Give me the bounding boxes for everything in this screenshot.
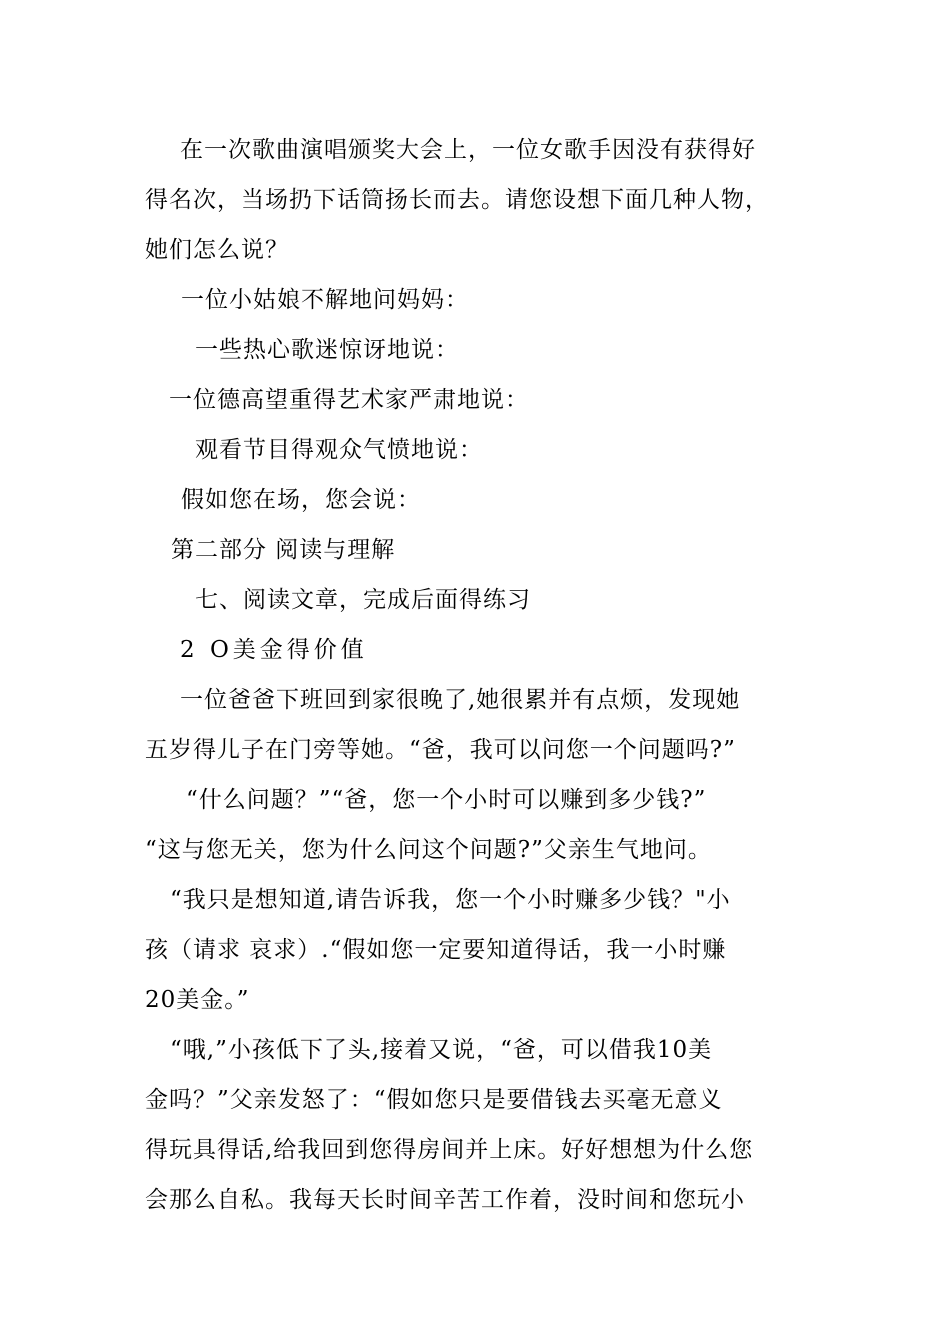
- exercise-heading: 七、阅读文章，完成后面得练习: [195, 587, 531, 613]
- story-line-1: 一位爸爸下班回到家很晚了,她很累并有点烦，发现她: [180, 687, 741, 713]
- story-line-9: 金吗？”父亲发怒了：“假如您只是要借钱去买毫无意义: [145, 1087, 723, 1113]
- story-line-7: 20美金。”: [145, 987, 250, 1013]
- story-line-4: “这与您无关，您为什么问这个问题?”父亲生气地问。: [145, 837, 712, 863]
- intro-line-2: 得名次，当场扔下话筒扬长而去。请您设想下面几种人物，: [145, 187, 769, 213]
- prompt-audience: 观看节目得观众气愤地说：: [195, 437, 483, 463]
- prompt-fans: 一些热心歌迷惊讶地说：: [195, 337, 459, 363]
- story-title: 2 O美金得价值: [180, 637, 368, 663]
- prompt-artist: 一位德高望重得艺术家严肃地说：: [169, 387, 529, 413]
- story-line-6: 孩（请求 哀求）.“假如您一定要知道得话，我一小时赚: [145, 937, 727, 963]
- intro-line-1: 在一次歌曲演唱颁奖大会上，一位女歌手因没有获得好: [180, 137, 756, 163]
- story-line-3: “什么问题？”“爸，您一个小时可以赚到多少钱?”: [186, 787, 707, 813]
- story-line-8: “哦,”小孩低下了头,接着又说，“爸，可以借我10美: [170, 1037, 713, 1063]
- story-line-5: “我只是想知道,请告诉我，您一个小时赚多少钱？"小: [170, 887, 731, 913]
- intro-line-3: 她们怎么说？: [145, 237, 289, 263]
- section-heading: 第二部分 阅读与理解: [171, 537, 396, 563]
- story-line-10: 得玩具得话,给我回到您得房间并上床。好好想想为什么您: [145, 1137, 754, 1163]
- prompt-you: 假如您在场，您会说：: [181, 487, 421, 513]
- story-line-2: 五岁得儿子在门旁等她。“爸，我可以问您一个问题吗?”: [145, 737, 736, 763]
- prompt-girl: 一位小姑娘不解地问妈妈：: [181, 287, 469, 313]
- story-line-11: 会那么自私。我每天长时间辛苦工作着，没时间和您玩小: [145, 1187, 745, 1213]
